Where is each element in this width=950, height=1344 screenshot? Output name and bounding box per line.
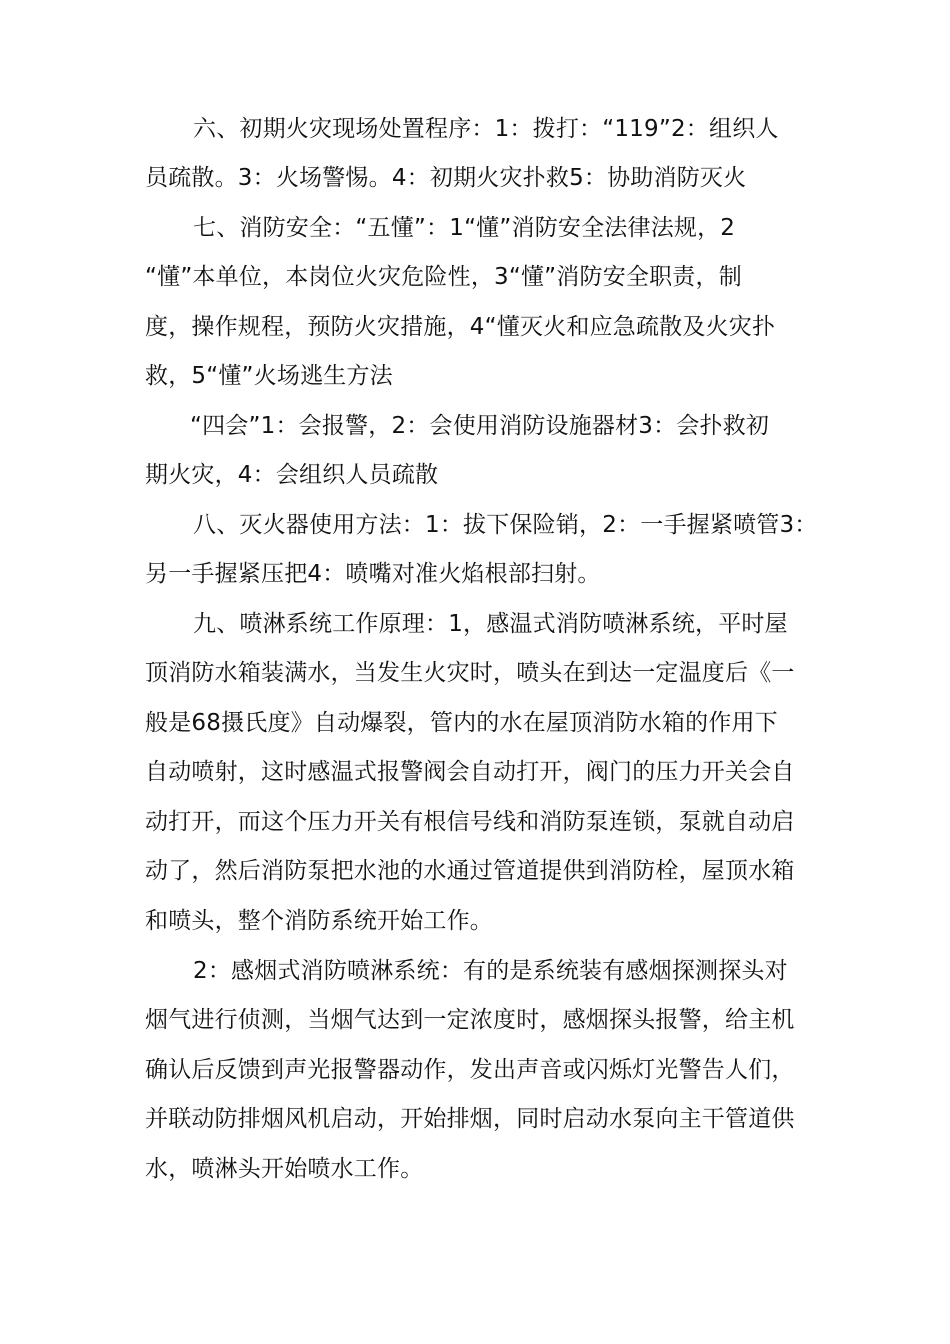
section-9-line-1: 九、喷淋系统工作原理：1，感温式消防喷淋系统，平时屋 [193,611,788,637]
section-9-line-7: 和喷头，整个消防系统开始工作。 [145,908,493,934]
section-6-line-1: 六、初期火灾现场处置程序：1：拨打：“119”2：组织人 [193,116,779,142]
four-skills-line-2: 期火灾，4：会组织人员疏散 [145,462,439,488]
section-9-2-line-1: 2：感烟式消防喷淋系统：有的是系统装有感烟探测探头对 [193,958,788,984]
four-skills-line-1: “四会”1：会报警，2：会使用消防设施器材3：会扑救初 [190,413,770,439]
section-9-line-3: 般是68摄氏度》自动爆裂，管内的水在屋顶消防水箱的作用下 [145,710,778,736]
section-7-line-1: 七、消防安全：“五懂”：1“懂”消防安全法律法规，2 [193,215,736,241]
section-8-line-2: 另一手握紧压把4：喷嘴对准火焰根部扫射。 [145,561,601,587]
section-9-2-line-5: 水，喷淋头开始喷水工作。 [145,1156,424,1182]
section-7-line-3: 度，操作规程，预防火灾措施，4“懂灭火和应急疏散及火灾扑 [145,314,776,340]
section-9-line-5: 动打开，而这个压力开关有根信号线和消防泵连锁，泵就自动启 [145,809,795,835]
section-9-line-2: 顶消防水箱装满水，当发生火灾时，喷头在到达一定温度后《一 [145,660,795,686]
section-8-line-1: 八、灭火器使用方法：1：拔下保险销，2：一手握紧喷管3： [193,512,818,538]
section-9-line-6: 动了，然后消防泵把水池的水通过管道提供到消防栓，屋顶水箱 [145,858,795,884]
section-9-line-4: 自动喷射，这时感温式报警阀会自动打开，阀门的压力开关会自 [145,759,795,785]
section-7-line-2: “懂”本单位，本岗位火灾危险性，3“懂”消防安全职责，制 [145,264,742,290]
section-9-2-line-2: 烟气进行侦测，当烟气达到一定浓度时，感烟探头报警，给主机 [145,1007,795,1033]
section-9-2-line-3: 确认后反馈到声光报警器动作，发出声音或闪烁灯光警告人们， [145,1057,795,1083]
section-7-line-4: 救，5“懂”火场逃生方法 [145,363,393,389]
section-6-line-2: 员疏散。3：火场警惕。4：初期火灾扑救5：协助消防灭火 [145,165,747,191]
section-9-2-line-4: 并联动防排烟风机启动，开始排烟，同时启动水泵向主干管道供 [145,1106,795,1132]
